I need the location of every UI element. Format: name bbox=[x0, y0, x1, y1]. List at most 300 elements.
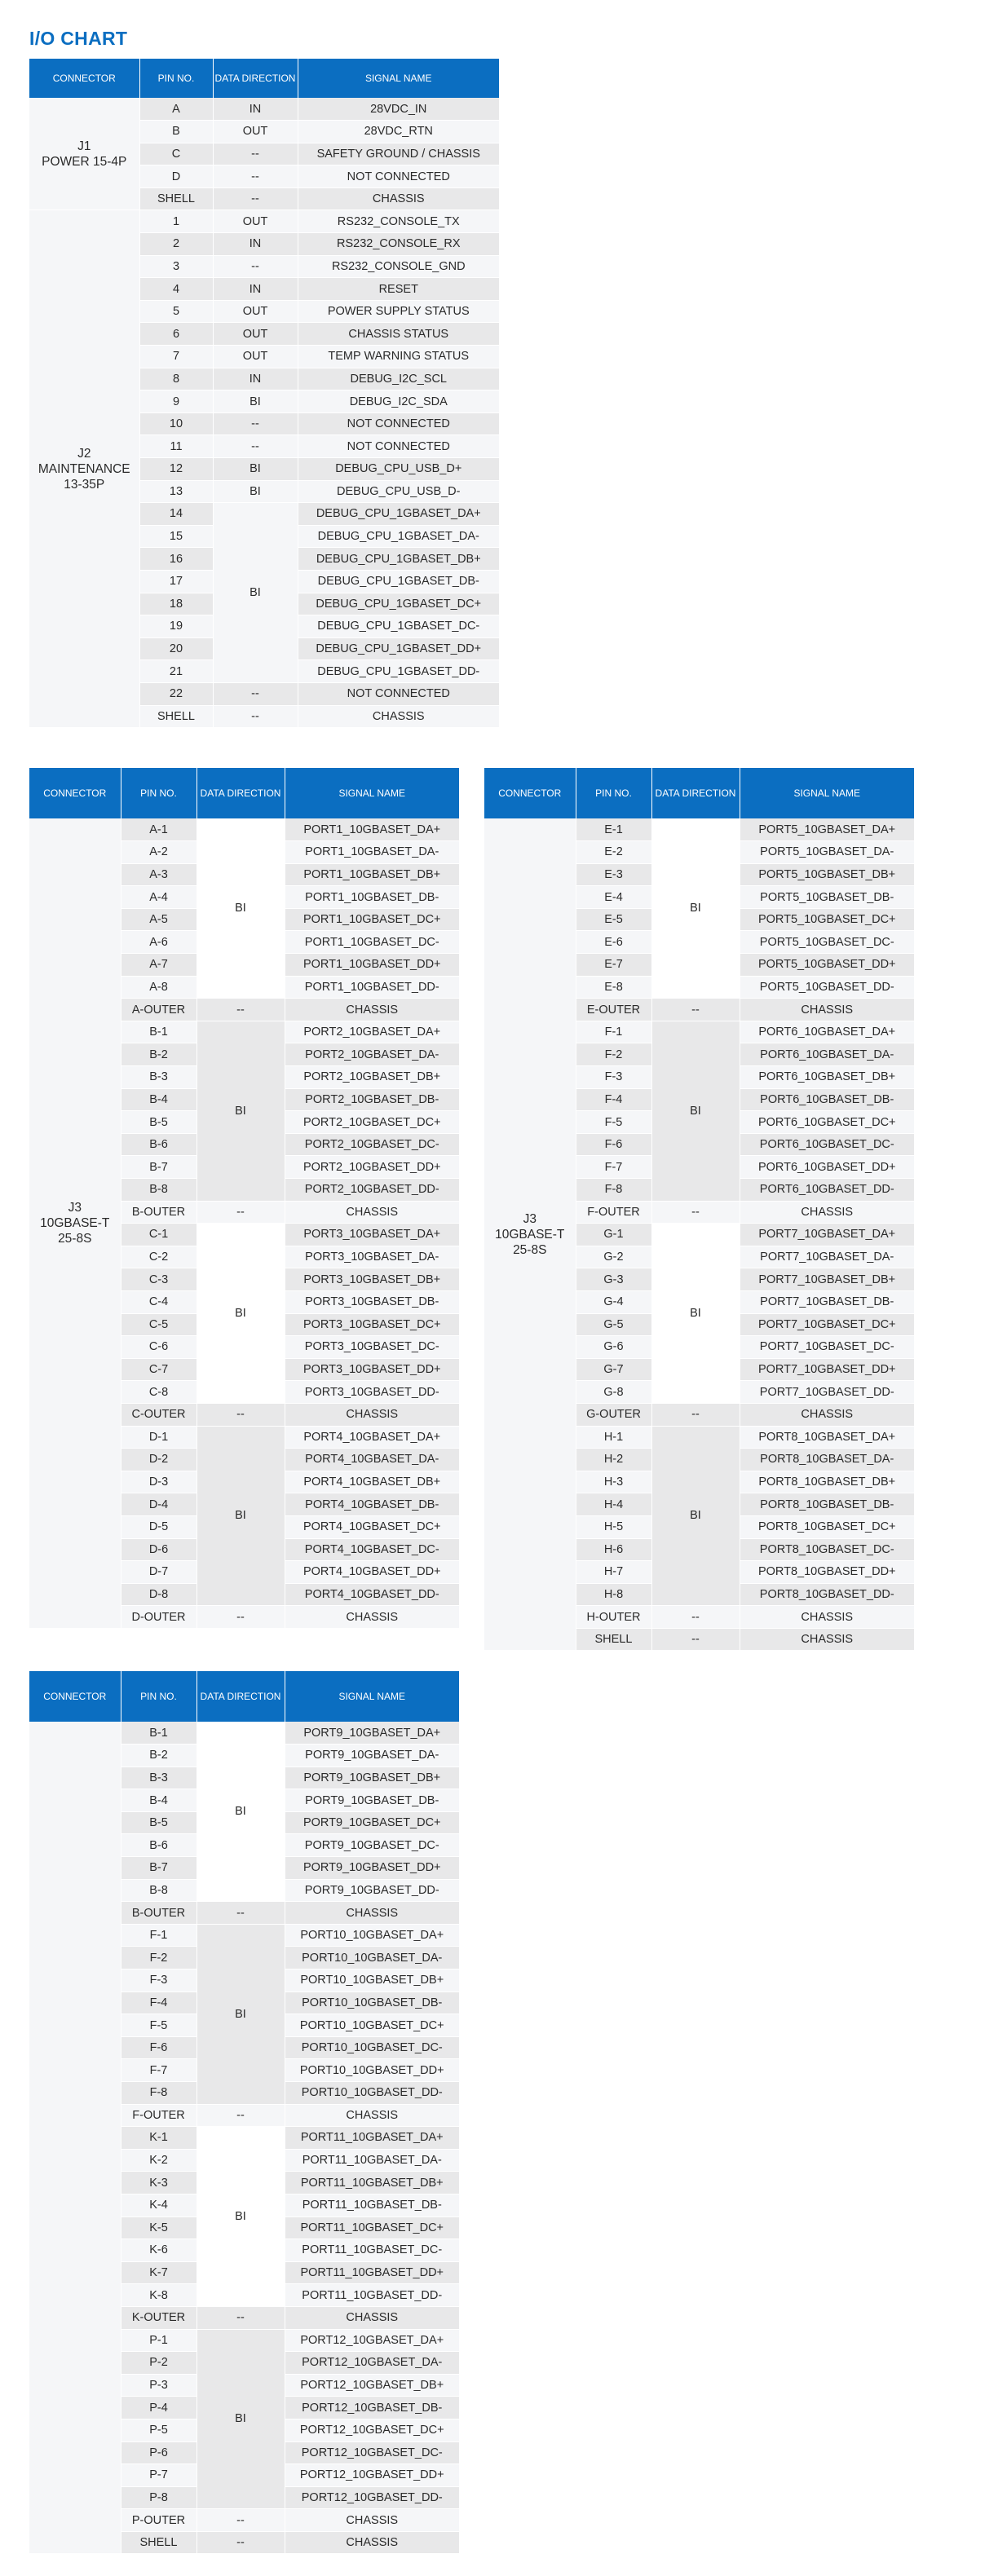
signal-name: DEBUG_CPU_1GBASET_DA- bbox=[298, 525, 499, 548]
data-direction: BI bbox=[197, 1722, 285, 1902]
pin-number: P-1 bbox=[121, 2329, 197, 2352]
data-direction: -- bbox=[197, 1606, 285, 1629]
signal-name: PORT9_10GBASET_DD- bbox=[285, 1879, 459, 1902]
pin-number: A-3 bbox=[121, 863, 197, 886]
data-direction: -- bbox=[213, 143, 298, 165]
pin-number: C-6 bbox=[121, 1336, 197, 1359]
pin-number: 4 bbox=[139, 278, 213, 301]
signal-name: PORT4_10GBASET_DC+ bbox=[285, 1515, 459, 1538]
signal-name: CHASSIS bbox=[285, 1606, 459, 1629]
pin-number: E-7 bbox=[576, 954, 651, 977]
signal-name: NOT CONNECTED bbox=[298, 435, 499, 458]
pin-number: B-6 bbox=[121, 1133, 197, 1156]
pin-number: B-5 bbox=[121, 1111, 197, 1134]
pin-number: E-6 bbox=[576, 931, 651, 954]
signal-name: PORT12_10GBASET_DA- bbox=[285, 2352, 459, 2375]
pin-number: F-3 bbox=[576, 1066, 651, 1089]
signal-name: PORT5_10GBASET_DD- bbox=[740, 976, 914, 999]
signal-name: PORT8_10GBASET_DA+ bbox=[740, 1426, 914, 1449]
signal-name: PORT10_10GBASET_DB- bbox=[285, 1992, 459, 2014]
pin-number: 8 bbox=[139, 368, 213, 390]
pin-number: A-OUTER bbox=[121, 999, 197, 1021]
signal-name: CHASSIS bbox=[740, 1628, 914, 1651]
pin-number: SHELL bbox=[576, 1628, 651, 1651]
signal-name: DEBUG_CPU_1GBASET_DD+ bbox=[298, 637, 499, 660]
pin-number: B-OUTER bbox=[121, 1902, 197, 1925]
pin-number: K-5 bbox=[121, 2217, 197, 2239]
signal-name: PORT9_10GBASET_DB+ bbox=[285, 1767, 459, 1789]
signal-name: PORT4_10GBASET_DD- bbox=[285, 1583, 459, 1606]
pin-number: P-8 bbox=[121, 2486, 197, 2509]
pin-number: F-4 bbox=[576, 1088, 651, 1111]
pin-number: P-5 bbox=[121, 2419, 197, 2441]
signal-name: PORT1_10GBASET_DA+ bbox=[285, 818, 459, 841]
pin-number: P-OUTER bbox=[121, 2509, 197, 2532]
connector-cell: J3 10GBASE-T 25-8S bbox=[29, 818, 121, 1628]
pin-number: K-2 bbox=[121, 2149, 197, 2172]
pin-number: K-4 bbox=[121, 2194, 197, 2217]
pin-number: B-4 bbox=[121, 1088, 197, 1111]
signal-name: CHASSIS bbox=[285, 1201, 459, 1224]
header-pin-no: PIN NO. bbox=[139, 59, 213, 98]
header-data-direction: DATA DIRECTION bbox=[197, 1671, 285, 1722]
signal-name: PORT2_10GBASET_DA+ bbox=[285, 1021, 459, 1043]
signal-name: PORT5_10GBASET_DC- bbox=[740, 931, 914, 954]
data-direction: -- bbox=[651, 1628, 740, 1651]
header-signal-name: SIGNAL NAME bbox=[740, 768, 914, 818]
signal-name: 28VDC_RTN bbox=[298, 121, 499, 143]
signal-name: DEBUG_CPU_1GBASET_DC- bbox=[298, 615, 499, 638]
signal-name: PORT3_10GBASET_DA- bbox=[285, 1246, 459, 1268]
pin-number: D-8 bbox=[121, 1583, 197, 1606]
signal-name: PORT5_10GBASET_DA+ bbox=[740, 818, 914, 841]
pin-number: D-5 bbox=[121, 1515, 197, 1538]
signal-name: CHASSIS bbox=[740, 1403, 914, 1426]
pin-number: G-6 bbox=[576, 1336, 651, 1359]
data-direction: BI bbox=[197, 1426, 285, 1606]
pin-number: A bbox=[139, 98, 213, 121]
signal-name: DEBUG_CPU_1GBASET_DB+ bbox=[298, 548, 499, 571]
pin-number: C-1 bbox=[121, 1224, 197, 1246]
signal-name: PORT2_10GBASET_DC- bbox=[285, 1133, 459, 1156]
signal-name: RESET bbox=[298, 278, 499, 301]
signal-name: PORT7_10GBASET_DB- bbox=[740, 1290, 914, 1313]
pin-number: F-1 bbox=[121, 1924, 197, 1947]
signal-name: PORT8_10GBASET_DC- bbox=[740, 1538, 914, 1561]
signal-name: PORT11_10GBASET_DA+ bbox=[285, 2127, 459, 2150]
signal-name: PORT3_10GBASET_DD+ bbox=[285, 1358, 459, 1381]
pin-number: H-6 bbox=[576, 1538, 651, 1561]
signal-name: PORT11_10GBASET_DB- bbox=[285, 2194, 459, 2217]
pin-number: B bbox=[139, 121, 213, 143]
signal-name: PORT6_10GBASET_DA- bbox=[740, 1043, 914, 1066]
signal-name: NOT CONNECTED bbox=[298, 412, 499, 435]
data-direction: BI bbox=[197, 2127, 285, 2307]
signal-name: 28VDC_IN bbox=[298, 98, 499, 121]
signal-name: PORT9_10GBASET_DC- bbox=[285, 1834, 459, 1857]
pin-number: P-4 bbox=[121, 2397, 197, 2419]
signal-name: CHASSIS bbox=[740, 1201, 914, 1224]
signal-name: CHASSIS bbox=[285, 999, 459, 1021]
data-direction: BI bbox=[197, 1924, 285, 2104]
pin-number: C-8 bbox=[121, 1381, 197, 1404]
signal-name: PORT3_10GBASET_DB+ bbox=[285, 1268, 459, 1291]
pin-number: 12 bbox=[139, 458, 213, 481]
signal-name: CHASSIS bbox=[285, 2531, 459, 2554]
pin-number: A-7 bbox=[121, 954, 197, 977]
pin-number: F-4 bbox=[121, 1992, 197, 2014]
signal-name: CHASSIS bbox=[285, 1902, 459, 1925]
signal-name: PORT2_10GBASET_DB- bbox=[285, 1088, 459, 1111]
pin-number: SHELL bbox=[139, 705, 213, 728]
signal-name: PORT1_10GBASET_DB+ bbox=[285, 863, 459, 886]
signal-name: DEBUG_CPU_1GBASET_DB- bbox=[298, 570, 499, 593]
signal-name: PORT8_10GBASET_DB- bbox=[740, 1493, 914, 1516]
pin-number: C bbox=[139, 143, 213, 165]
pin-number: 9 bbox=[139, 390, 213, 413]
pin-number: C-3 bbox=[121, 1268, 197, 1291]
pin-number: 3 bbox=[139, 255, 213, 278]
header-row bbox=[29, 1671, 459, 1722]
pin-number: F-6 bbox=[121, 2036, 197, 2059]
data-direction: BI bbox=[651, 1426, 740, 1606]
data-direction: OUT bbox=[213, 323, 298, 346]
pin-number: C-OUTER bbox=[121, 1403, 197, 1426]
signal-name: PORT9_10GBASET_DD+ bbox=[285, 1857, 459, 1880]
signal-name: PORT3_10GBASET_DC+ bbox=[285, 1313, 459, 1336]
pin-number: A-1 bbox=[121, 818, 197, 841]
signal-name: PORT5_10GBASET_DD+ bbox=[740, 954, 914, 977]
data-direction: -- bbox=[213, 412, 298, 435]
signal-name: CHASSIS bbox=[285, 2104, 459, 2127]
data-direction: IN bbox=[213, 233, 298, 256]
signal-name: PORT8_10GBASET_DD- bbox=[740, 1583, 914, 1606]
signal-name: DEBUG_CPU_USB_D- bbox=[298, 480, 499, 503]
table-row bbox=[29, 98, 499, 121]
signal-name: PORT2_10GBASET_DB+ bbox=[285, 1066, 459, 1089]
pin-number: D-3 bbox=[121, 1471, 197, 1493]
signal-name: PORT8_10GBASET_DA- bbox=[740, 1449, 914, 1471]
data-direction: BI bbox=[651, 818, 740, 999]
signal-name: DEBUG_I2C_SDA bbox=[298, 390, 499, 413]
signal-name: DEBUG_I2C_SCL bbox=[298, 368, 499, 390]
signal-name: TEMP WARNING STATUS bbox=[298, 346, 499, 368]
io-table-j3-ports-1-4 bbox=[29, 768, 459, 1629]
header-row bbox=[29, 59, 499, 98]
data-direction: IN bbox=[213, 368, 298, 390]
data-direction: -- bbox=[197, 999, 285, 1021]
signal-name: PORT9_10GBASET_DA- bbox=[285, 1745, 459, 1767]
pin-number: C-2 bbox=[121, 1246, 197, 1268]
pin-number: C-5 bbox=[121, 1313, 197, 1336]
pin-number: B-6 bbox=[121, 1834, 197, 1857]
pin-number: F-7 bbox=[576, 1156, 651, 1179]
data-direction: OUT bbox=[213, 121, 298, 143]
signal-name: PORT12_10GBASET_DD- bbox=[285, 2486, 459, 2509]
pin-number: D-7 bbox=[121, 1561, 197, 1584]
pin-number: 19 bbox=[139, 615, 213, 638]
pin-number: B-8 bbox=[121, 1179, 197, 1202]
pin-number: E-8 bbox=[576, 976, 651, 999]
signal-name: PORT8_10GBASET_DD+ bbox=[740, 1561, 914, 1584]
pin-number: H-8 bbox=[576, 1583, 651, 1606]
pin-number: G-OUTER bbox=[576, 1403, 651, 1426]
pin-number: A-2 bbox=[121, 841, 197, 864]
signal-name: PORT12_10GBASET_DA+ bbox=[285, 2329, 459, 2352]
header-signal-name: SIGNAL NAME bbox=[285, 1671, 459, 1722]
data-direction: -- bbox=[651, 1201, 740, 1224]
pin-number: SHELL bbox=[139, 187, 213, 210]
pin-number: F-6 bbox=[576, 1133, 651, 1156]
signal-name: PORT11_10GBASET_DC+ bbox=[285, 2217, 459, 2239]
header-pin-no: PIN NO. bbox=[576, 768, 651, 818]
pin-number: G-8 bbox=[576, 1381, 651, 1404]
data-direction: BI bbox=[213, 480, 298, 503]
signal-name: PORT5_10GBASET_DB- bbox=[740, 886, 914, 909]
signal-name: PORT8_10GBASET_DB+ bbox=[740, 1471, 914, 1493]
signal-name: DEBUG_CPU_1GBASET_DC+ bbox=[298, 593, 499, 615]
pin-number: H-OUTER bbox=[576, 1606, 651, 1629]
signal-name: PORT3_10GBASET_DB- bbox=[285, 1290, 459, 1313]
pin-number: F-OUTER bbox=[121, 2104, 197, 2127]
signal-name: PORT7_10GBASET_DD+ bbox=[740, 1358, 914, 1381]
pin-number: 7 bbox=[139, 346, 213, 368]
data-direction: OUT bbox=[213, 300, 298, 323]
signal-name: PORT5_10GBASET_DC+ bbox=[740, 908, 914, 931]
pin-number: H-2 bbox=[576, 1449, 651, 1471]
pin-number: D-1 bbox=[121, 1426, 197, 1449]
signal-name: PORT12_10GBASET_DB+ bbox=[285, 2374, 459, 2397]
pin-number: K-1 bbox=[121, 2127, 197, 2150]
connector-cell: J3 10GBASE-T 25-8S bbox=[484, 818, 576, 1651]
signal-name: PORT1_10GBASET_DC- bbox=[285, 931, 459, 954]
data-direction: BI bbox=[197, 1021, 285, 1201]
data-direction: BI bbox=[197, 1224, 285, 1404]
data-direction: -- bbox=[213, 435, 298, 458]
data-direction: -- bbox=[213, 705, 298, 728]
pin-number: D-OUTER bbox=[121, 1606, 197, 1629]
signal-name: PORT10_10GBASET_DD- bbox=[285, 2082, 459, 2105]
signal-name: PORT6_10GBASET_DD+ bbox=[740, 1156, 914, 1179]
signal-name: PORT11_10GBASET_DD+ bbox=[285, 2261, 459, 2284]
pin-number: B-1 bbox=[121, 1021, 197, 1043]
pin-number: 2 bbox=[139, 233, 213, 256]
header-connector: CONNECTOR bbox=[29, 768, 121, 818]
pin-number: F-8 bbox=[121, 2082, 197, 2105]
signal-name: PORT11_10GBASET_DD- bbox=[285, 2284, 459, 2307]
pin-number: A-8 bbox=[121, 976, 197, 999]
header-connector: CONNECTOR bbox=[29, 1671, 121, 1722]
data-direction: BI bbox=[197, 818, 285, 999]
signal-name: RS232_CONSOLE_RX bbox=[298, 233, 499, 256]
signal-name: PORT2_10GBASET_DA- bbox=[285, 1043, 459, 1066]
pin-number: G-4 bbox=[576, 1290, 651, 1313]
signal-name: PORT6_10GBASET_DC+ bbox=[740, 1111, 914, 1134]
pin-number: D-6 bbox=[121, 1538, 197, 1561]
data-direction: -- bbox=[213, 165, 298, 188]
connector-cell: J1 POWER 15-4P bbox=[29, 98, 139, 210]
pin-number: B-OUTER bbox=[121, 1201, 197, 1224]
pin-number: F-7 bbox=[121, 2059, 197, 2082]
table-row bbox=[29, 818, 459, 841]
signal-name: PORT12_10GBASET_DB- bbox=[285, 2397, 459, 2419]
signal-name: DEBUG_CPU_USB_D+ bbox=[298, 458, 499, 481]
pin-number: F-8 bbox=[576, 1179, 651, 1202]
pin-number: 1 bbox=[139, 210, 213, 233]
signal-name: PORT6_10GBASET_DD- bbox=[740, 1179, 914, 1202]
pin-number: D-4 bbox=[121, 1493, 197, 1516]
pin-number: K-8 bbox=[121, 2284, 197, 2307]
pin-number: D-2 bbox=[121, 1449, 197, 1471]
pin-number: E-1 bbox=[576, 818, 651, 841]
signal-name: NOT CONNECTED bbox=[298, 165, 499, 188]
pin-number: F-3 bbox=[121, 1969, 197, 1992]
io-table-ports-9-12 bbox=[29, 1671, 459, 2554]
page-title: I/O CHART bbox=[29, 28, 128, 49]
signal-name: PORT3_10GBASET_DC- bbox=[285, 1336, 459, 1359]
data-direction: -- bbox=[197, 2104, 285, 2127]
pin-number: K-3 bbox=[121, 2172, 197, 2194]
pin-number: H-4 bbox=[576, 1493, 651, 1516]
signal-name: CHASSIS bbox=[285, 2509, 459, 2532]
io-table-j3-ports-5-8 bbox=[484, 768, 914, 1651]
signal-name: PORT11_10GBASET_DB+ bbox=[285, 2172, 459, 2194]
pin-number: 13 bbox=[139, 480, 213, 503]
signal-name: PORT6_10GBASET_DB- bbox=[740, 1088, 914, 1111]
signal-name: CHASSIS STATUS bbox=[298, 323, 499, 346]
signal-name: PORT1_10GBASET_DC+ bbox=[285, 908, 459, 931]
pin-number: 16 bbox=[139, 548, 213, 571]
pin-number: P-6 bbox=[121, 2441, 197, 2464]
signal-name: PORT3_10GBASET_DD- bbox=[285, 1381, 459, 1404]
pin-number: F-5 bbox=[121, 2014, 197, 2037]
signal-name: PORT10_10GBASET_DA+ bbox=[285, 1924, 459, 1947]
signal-name: PORT2_10GBASET_DD+ bbox=[285, 1156, 459, 1179]
data-direction: -- bbox=[213, 255, 298, 278]
signal-name: PORT9_10GBASET_DA+ bbox=[285, 1722, 459, 1745]
signal-name: POWER SUPPLY STATUS bbox=[298, 300, 499, 323]
pin-number: P-2 bbox=[121, 2352, 197, 2375]
signal-name: PORT8_10GBASET_DC+ bbox=[740, 1515, 914, 1538]
signal-name: PORT12_10GBASET_DC- bbox=[285, 2441, 459, 2464]
signal-name: PORT11_10GBASET_DC- bbox=[285, 2239, 459, 2262]
pin-number: P-7 bbox=[121, 2464, 197, 2487]
signal-name: PORT4_10GBASET_DC- bbox=[285, 1538, 459, 1561]
data-direction: -- bbox=[651, 1403, 740, 1426]
data-direction: BI bbox=[651, 1021, 740, 1201]
signal-name: PORT12_10GBASET_DC+ bbox=[285, 2419, 459, 2441]
data-direction: IN bbox=[213, 278, 298, 301]
data-direction: BI bbox=[213, 390, 298, 413]
signal-name: PORT11_10GBASET_DA- bbox=[285, 2149, 459, 2172]
table-row bbox=[29, 210, 499, 233]
signal-name: RS232_CONSOLE_GND bbox=[298, 255, 499, 278]
header-data-direction: DATA DIRECTION bbox=[197, 768, 285, 818]
io-table-j1-j2 bbox=[29, 59, 499, 728]
signal-name: PORT4_10GBASET_DB- bbox=[285, 1493, 459, 1516]
pin-number: D bbox=[139, 165, 213, 188]
pin-number: E-2 bbox=[576, 841, 651, 864]
signal-name: CHASSIS bbox=[285, 2306, 459, 2329]
pin-number: 20 bbox=[139, 637, 213, 660]
signal-name: PORT10_10GBASET_DB+ bbox=[285, 1969, 459, 1992]
signal-name: CHASSIS bbox=[298, 705, 499, 728]
header-signal-name: SIGNAL NAME bbox=[285, 768, 459, 818]
header-data-direction: DATA DIRECTION bbox=[213, 59, 298, 98]
pin-number: G-3 bbox=[576, 1268, 651, 1291]
table-row bbox=[484, 818, 914, 841]
pin-number: P-3 bbox=[121, 2374, 197, 2397]
pin-number: 15 bbox=[139, 525, 213, 548]
signal-name: PORT5_10GBASET_DA- bbox=[740, 841, 914, 864]
data-direction: -- bbox=[197, 1403, 285, 1426]
data-direction: -- bbox=[197, 2306, 285, 2329]
pin-number: B-8 bbox=[121, 1879, 197, 1902]
header-row bbox=[29, 768, 459, 818]
pin-number: 5 bbox=[139, 300, 213, 323]
pin-number: K-OUTER bbox=[121, 2306, 197, 2329]
signal-name: PORT4_10GBASET_DD+ bbox=[285, 1561, 459, 1584]
pin-number: 10 bbox=[139, 412, 213, 435]
signal-name: PORT10_10GBASET_DD+ bbox=[285, 2059, 459, 2082]
data-direction: -- bbox=[197, 2531, 285, 2554]
signal-name: PORT6_10GBASET_DC- bbox=[740, 1133, 914, 1156]
header-connector: CONNECTOR bbox=[484, 768, 576, 818]
header-signal-name: SIGNAL NAME bbox=[298, 59, 499, 98]
data-direction: OUT bbox=[213, 346, 298, 368]
connector-cell bbox=[29, 1722, 121, 2554]
signal-name: PORT1_10GBASET_DA- bbox=[285, 841, 459, 864]
pin-number: E-3 bbox=[576, 863, 651, 886]
pin-number: B-7 bbox=[121, 1156, 197, 1179]
signal-name: PORT7_10GBASET_DB+ bbox=[740, 1268, 914, 1291]
header-pin-no: PIN NO. bbox=[121, 1671, 197, 1722]
signal-name: PORT4_10GBASET_DA+ bbox=[285, 1426, 459, 1449]
pin-number: B-1 bbox=[121, 1722, 197, 1745]
data-direction: -- bbox=[651, 999, 740, 1021]
pin-number: H-3 bbox=[576, 1471, 651, 1493]
pin-number: B-2 bbox=[121, 1043, 197, 1066]
signal-name: DEBUG_CPU_1GBASET_DD- bbox=[298, 660, 499, 683]
pin-number: C-4 bbox=[121, 1290, 197, 1313]
signal-name: PORT1_10GBASET_DD- bbox=[285, 976, 459, 999]
data-direction: BI bbox=[651, 1224, 740, 1404]
pin-number: A-4 bbox=[121, 886, 197, 909]
signal-name: SAFETY GROUND / CHASSIS bbox=[298, 143, 499, 165]
data-direction: -- bbox=[197, 1902, 285, 1925]
data-direction: -- bbox=[213, 682, 298, 705]
pin-number: B-2 bbox=[121, 1745, 197, 1767]
signal-name: PORT7_10GBASET_DC+ bbox=[740, 1313, 914, 1336]
signal-name: PORT3_10GBASET_DA+ bbox=[285, 1224, 459, 1246]
signal-name: PORT9_10GBASET_DB- bbox=[285, 1789, 459, 1812]
signal-name: PORT6_10GBASET_DA+ bbox=[740, 1021, 914, 1043]
signal-name: PORT10_10GBASET_DA- bbox=[285, 1947, 459, 1969]
table-row bbox=[29, 1722, 459, 1745]
pin-number: 11 bbox=[139, 435, 213, 458]
pin-number: G-2 bbox=[576, 1246, 651, 1268]
data-direction: BI bbox=[213, 503, 298, 683]
signal-name: PORT7_10GBASET_DA- bbox=[740, 1246, 914, 1268]
signal-name: PORT9_10GBASET_DC+ bbox=[285, 1811, 459, 1834]
pin-number: E-4 bbox=[576, 886, 651, 909]
signal-name: PORT7_10GBASET_DA+ bbox=[740, 1224, 914, 1246]
pin-number: SHELL bbox=[121, 2531, 197, 2554]
pin-number: G-7 bbox=[576, 1358, 651, 1381]
header-pin-no: PIN NO. bbox=[121, 768, 197, 818]
pin-number: K-7 bbox=[121, 2261, 197, 2284]
pin-number: G-1 bbox=[576, 1224, 651, 1246]
